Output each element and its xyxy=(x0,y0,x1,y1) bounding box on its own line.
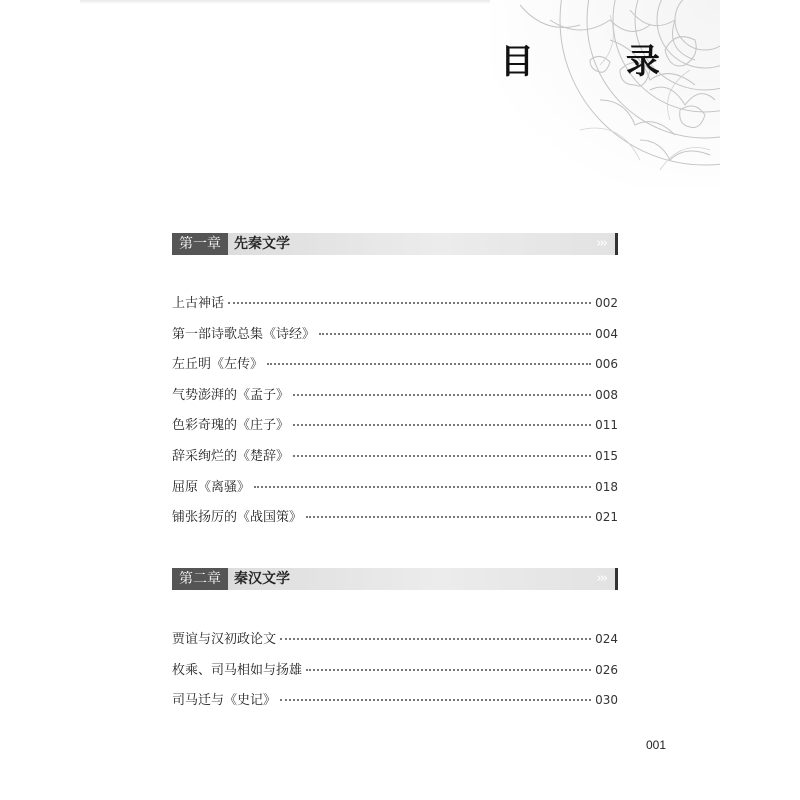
dot-leader xyxy=(293,393,591,396)
toc-entry-title: 上古神话 xyxy=(172,296,225,311)
toc-entry-title: 辞采绚烂的《楚辞》 xyxy=(172,448,290,464)
toc-list-chapter-1 xyxy=(172,292,618,537)
toc-entry-page: 011 xyxy=(595,418,618,433)
toc-entry[interactable] xyxy=(172,689,618,720)
toc-entry[interactable] xyxy=(172,628,618,659)
toc-entry-title: 铺张扬厉的《战国策》 xyxy=(172,510,303,526)
toc-entry-page: 021 xyxy=(595,510,618,525)
toc-entry[interactable] xyxy=(172,506,618,537)
toc-entry[interactable] xyxy=(172,384,618,415)
toc-entry[interactable] xyxy=(172,353,618,384)
chapter-header-1 xyxy=(172,233,618,255)
dot-leader xyxy=(280,698,591,701)
dot-leader xyxy=(267,362,591,365)
toc-entry-title: 贾谊与汉初政论文 xyxy=(172,632,277,647)
toc-entry-page: 030 xyxy=(595,693,618,708)
toc-entry[interactable] xyxy=(172,414,618,445)
dot-leader xyxy=(280,637,591,640)
toc-entry-page: 008 xyxy=(595,387,618,402)
toc-entry[interactable] xyxy=(172,292,618,323)
toc-entry-page: 015 xyxy=(595,448,618,463)
toc-entry-page: 004 xyxy=(595,326,618,341)
toc-entry-page: 026 xyxy=(595,662,618,677)
dot-leader xyxy=(306,515,591,518)
toc-entry-title: 屈原《离骚》 xyxy=(172,479,251,495)
toc-entry[interactable] xyxy=(172,659,618,690)
page-title: 目 录 xyxy=(500,42,700,82)
chapter-header-bar xyxy=(615,568,618,590)
dot-leader xyxy=(228,301,591,304)
toc-entry-page: 006 xyxy=(595,357,618,372)
toc-entry-page: 002 xyxy=(595,296,618,310)
chapter-number-badge: 第一章 xyxy=(172,233,228,255)
floral-ornament xyxy=(490,0,720,188)
toc-entry-title: 色彩奇瑰的《庄子》 xyxy=(172,418,290,434)
toc-entry-title: 气势澎湃的《孟子》 xyxy=(172,387,290,403)
dot-leader xyxy=(293,454,591,457)
toc-entry-title: 司马迁与《史记》 xyxy=(172,693,277,709)
page-number: 001 xyxy=(646,738,667,752)
toc-entry-title: 第一部诗歌总集《诗经》 xyxy=(172,326,316,342)
chapter-title: 秦汉文学 xyxy=(234,571,290,587)
chapter-title: 先秦文学 xyxy=(234,236,290,252)
chevron-right-icon: ››› xyxy=(596,571,606,586)
chevron-right-icon: ››› xyxy=(596,236,606,251)
dot-leader xyxy=(306,668,591,671)
toc-entry-title: 枚乘、司马相如与扬雄 xyxy=(172,662,303,678)
chapter-header-bar xyxy=(615,233,618,255)
dot-leader xyxy=(293,423,591,426)
chapter-header-2 xyxy=(172,568,618,590)
toc-entry[interactable] xyxy=(172,445,618,476)
toc-entry[interactable] xyxy=(172,323,618,354)
toc-entry-page: 024 xyxy=(595,632,618,646)
toc-entry[interactable] xyxy=(172,476,618,507)
toc-entry-page: 018 xyxy=(595,479,618,494)
dot-leader xyxy=(254,485,591,488)
toc-list-chapter-2 xyxy=(172,628,618,720)
toc-entry-title: 左丘明《左传》 xyxy=(172,357,264,373)
dot-leader xyxy=(319,332,591,335)
chapter-number-badge: 第二章 xyxy=(172,568,228,590)
